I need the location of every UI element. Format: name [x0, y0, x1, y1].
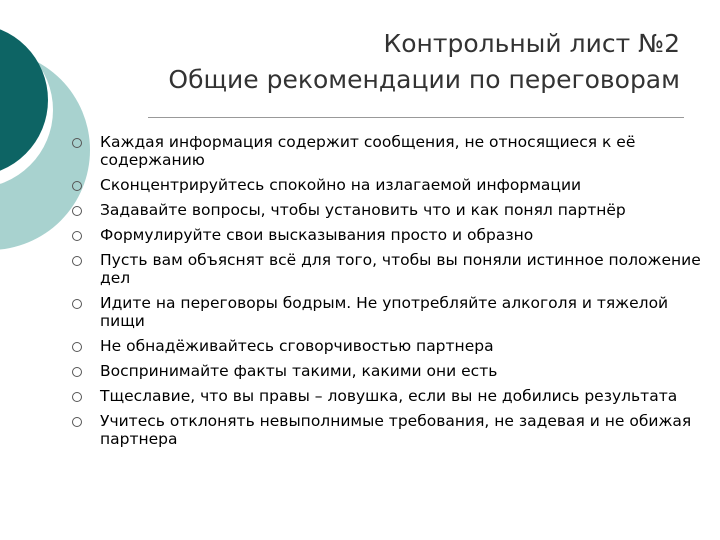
bullet-circle-icon	[72, 392, 82, 402]
bullet-circle-icon	[72, 367, 82, 377]
list-item-text: Сконцентрируйтесь спокойно на излагаемой информации	[100, 176, 582, 194]
list-item-text: Воспринимайте факты такими, какими они есть	[100, 362, 498, 380]
list-item-text: Не обнадёживайтесь сговорчивостью партнера	[100, 337, 494, 355]
list-item-text: Идите на переговоры бодрым. Не употребляйте алкоголя и тяжелой пищи	[100, 294, 669, 330]
list-item	[70, 133, 710, 169]
bullet-circle-icon	[72, 181, 82, 191]
title-divider	[148, 117, 684, 118]
list-item	[70, 251, 710, 287]
list-item	[70, 412, 710, 448]
bullet-circle-icon	[72, 299, 82, 309]
list-item	[70, 337, 710, 355]
title-line-1: Контрольный лист №2	[383, 29, 680, 58]
list-item	[70, 226, 710, 244]
bullet-circle-icon	[72, 206, 82, 216]
bullet-circle-icon	[72, 256, 82, 266]
list-item	[70, 387, 710, 405]
list-item-text: Тщеславие, что вы правы – ловушка, если вы не добились результата	[100, 387, 678, 405]
bullet-circle-icon	[72, 417, 82, 427]
bullet-circle-icon	[72, 138, 82, 148]
list-item-text: Задавайте вопросы, чтобы установить что и как понял партнёр	[100, 201, 626, 219]
list-item	[70, 176, 710, 194]
recommendations-list	[70, 133, 710, 455]
list-item-text: Формулируйте свои высказывания просто и образно	[100, 226, 534, 244]
list-item-text: Каждая информация содержит сообщения, не относящиеся к её содержанию	[100, 133, 636, 169]
list-item	[70, 362, 710, 380]
slide-title	[168, 26, 680, 98]
list-item-text: Пусть вам объяснят всё для того, чтобы вы поняли истинное положение дел	[100, 251, 701, 287]
list-item	[70, 201, 710, 219]
bullet-circle-icon	[72, 342, 82, 352]
bullet-circle-icon	[72, 231, 82, 241]
list-item-text: Учитесь отклонять невыполнимые требования, не задевая и не обижая партнера	[100, 412, 692, 448]
title-line-2: Общие рекомендации по переговорам	[168, 65, 680, 94]
list-item	[70, 294, 710, 330]
